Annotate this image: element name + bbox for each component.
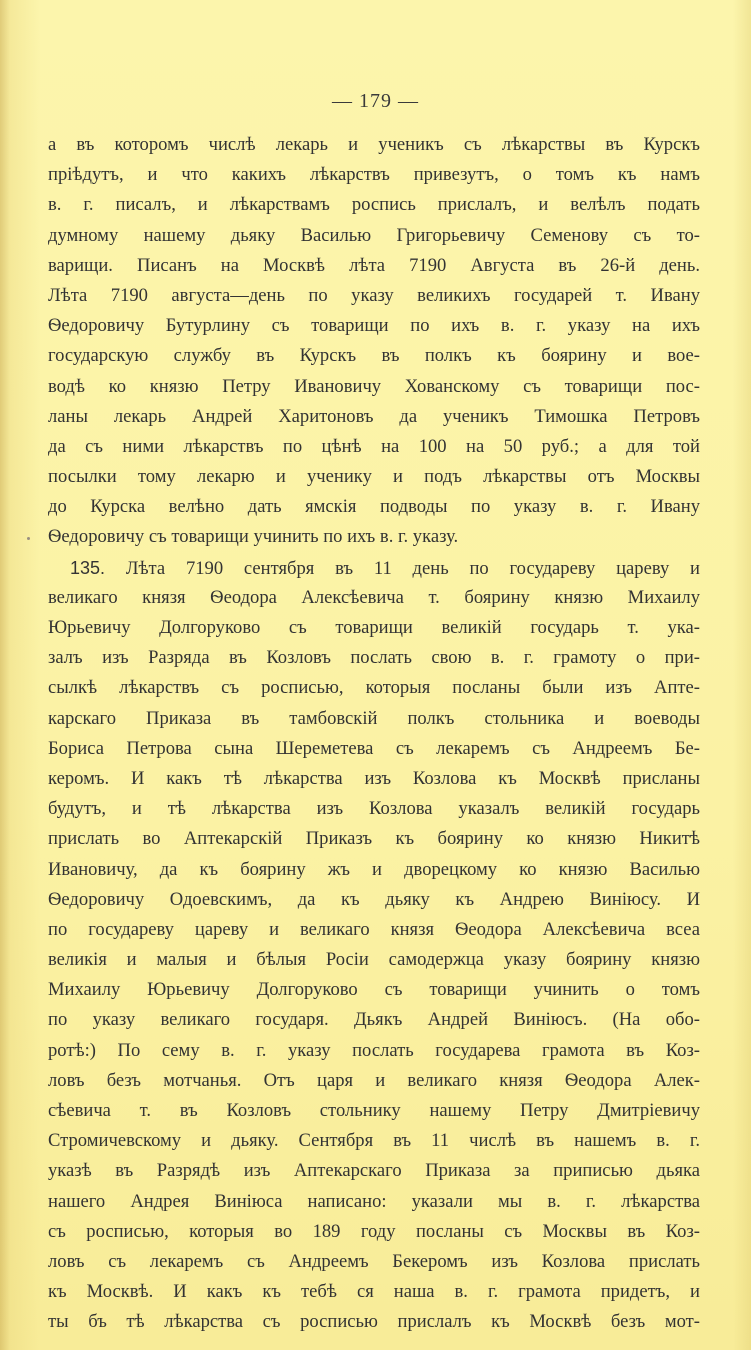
text-line: будутъ, и тѣ лѣкарства изъ Козлова указалъ великій государь <box>48 798 700 820</box>
text-line: варищи. Писанъ на Москвѣ лѣта 7190 Августа въ 26-й день. <box>48 254 700 276</box>
text-line: Ѳедоровичу Бутурлину съ товарищи по ихъ в. г. указу на ихъ <box>48 315 700 337</box>
text-line: нашего Андрея Виніюса написано: указали мы в. г. лѣкарства <box>48 1190 700 1212</box>
text-line: съ росписью, которыя во 189 году посланы съ Москвы въ Коз- <box>48 1220 700 1242</box>
text-line: Ѳедоровичу съ товарищи учинить по ихъ в. г. указу. <box>48 526 459 548</box>
text-line: ловъ безъ мотчанья. Отъ царя и великаго князя Ѳеодора Алек- <box>48 1069 700 1091</box>
page-text <box>48 130 700 1338</box>
text-line: Ивановичу, да къ боярину жъ и дворецкому ко князю Василью <box>48 858 700 880</box>
text-line: по государеву цареву и великаго князя Ѳеодора Алексѣевича всеа <box>48 918 700 940</box>
text-line: сѣевича т. въ Козловъ стольнику нашему Петру Дмитріевичу <box>48 1100 700 1121</box>
text-line: по указу великаго государя. Дьякъ Андрей Виніюсъ. (На обо- <box>48 1009 700 1031</box>
text-line: в. г. писалъ, и лѣкарствамъ роспись прислалъ, и велѣлъ подать <box>48 194 700 216</box>
text-line: Ѳедоровичу Одоевскимъ, да къ дьяку къ Андрею Виніюсу. И <box>48 888 700 910</box>
text-line: великія и малыя и бѣлыя Росіи самодержца указу боярину князю <box>48 949 700 971</box>
text-line: Стромичевскому и дьяку. Сентября въ 11 числѣ въ нашемъ в. г. <box>48 1130 700 1152</box>
section-first-line-text: Лѣта 7190 сентября въ 11 день по государеву цареву и <box>125 557 700 579</box>
text-line: пріѣдутъ, и что какихъ лѣкарствъ привезутъ, о томъ къ намъ <box>48 164 700 186</box>
page-speck <box>27 537 30 540</box>
text-line: государскую службу въ Курскъ въ полкъ къ боярину и вое- <box>48 345 700 367</box>
text-line: Юрьевичу Долгоруково съ товарищи великій государь т. ука- <box>48 617 700 638</box>
text-line: залъ изъ Разряда въ Козловъ послать свою в. г. грамоту о при- <box>48 647 700 669</box>
text-line: Михаилу Юрьевичу Долгоруково съ товарищи учинить о томъ <box>48 979 700 1001</box>
text-line: указѣ въ Разрядѣ изъ Аптекарскаго Приказа за приписью дьяка <box>48 1160 700 1182</box>
text-line: карскаго Приказа въ тамбовскій полкъ стольника и воеводы <box>48 707 700 729</box>
page-number: — 179 — <box>332 90 419 112</box>
text-line: прислать во Аптекарскій Приказъ къ боярину ко князю Никитѣ <box>48 828 700 850</box>
section-first-line <box>48 553 700 583</box>
text-line: великаго князя Ѳеодора Алексѣевича т. боярину князю Михаилу <box>48 586 700 608</box>
text-line: ланы лекарь Андрей Харитоновъ да ученикъ Тимошка Петровъ <box>48 405 700 427</box>
text-line: да съ ними лѣкарствъ по цѣнѣ на 100 на 50 руб.; а для той <box>48 435 700 457</box>
section-number: 135. <box>70 557 106 578</box>
text-line: ловъ съ лекаремъ съ Андреемъ Бекеромъ изъ Козлова прислать <box>48 1250 700 1272</box>
text-line: ротѣ:) По сему в. г. указу послать государева грамота въ Коз- <box>48 1039 700 1061</box>
text-line: до Курска велѣно дать ямскія подводы по указу в. г. Ивану <box>48 496 700 518</box>
text-line: думному нашему дьяку Василью Григорьевичу Семенову съ то- <box>48 224 700 246</box>
text-line: Бориса Петрова сына Шереметева съ лекаремъ съ Андреемъ Бе- <box>48 737 700 759</box>
text-line: ты бъ тѣ лѣкарства съ росписью прислалъ къ Москвѣ безъ мот- <box>48 1311 700 1333</box>
text-line: къ Москвѣ. И какъ къ тебѣ ся наша в. г. грамота придетъ, и <box>48 1281 700 1303</box>
text-line: Лѣта 7190 августа—день по указу великихъ государей т. Ивану <box>48 284 700 306</box>
text-line: а въ которомъ числѣ лекарь и ученикъ съ лѣкарствы въ Курскъ <box>48 134 700 155</box>
text-line: сылкѣ лѣкарствъ съ росписью, которыя посланы были изъ Апте- <box>48 677 700 699</box>
text-line: посылки тому лекарю и ученику и подъ лѣкарствы отъ Москвы <box>48 466 700 488</box>
text-line: водѣ ко князю Петру Ивановичу Хованскому съ товарищи пос- <box>48 375 700 397</box>
text-line: керомъ. И какъ тѣ лѣкарства изъ Козлова къ Москвѣ присланы <box>48 767 700 789</box>
